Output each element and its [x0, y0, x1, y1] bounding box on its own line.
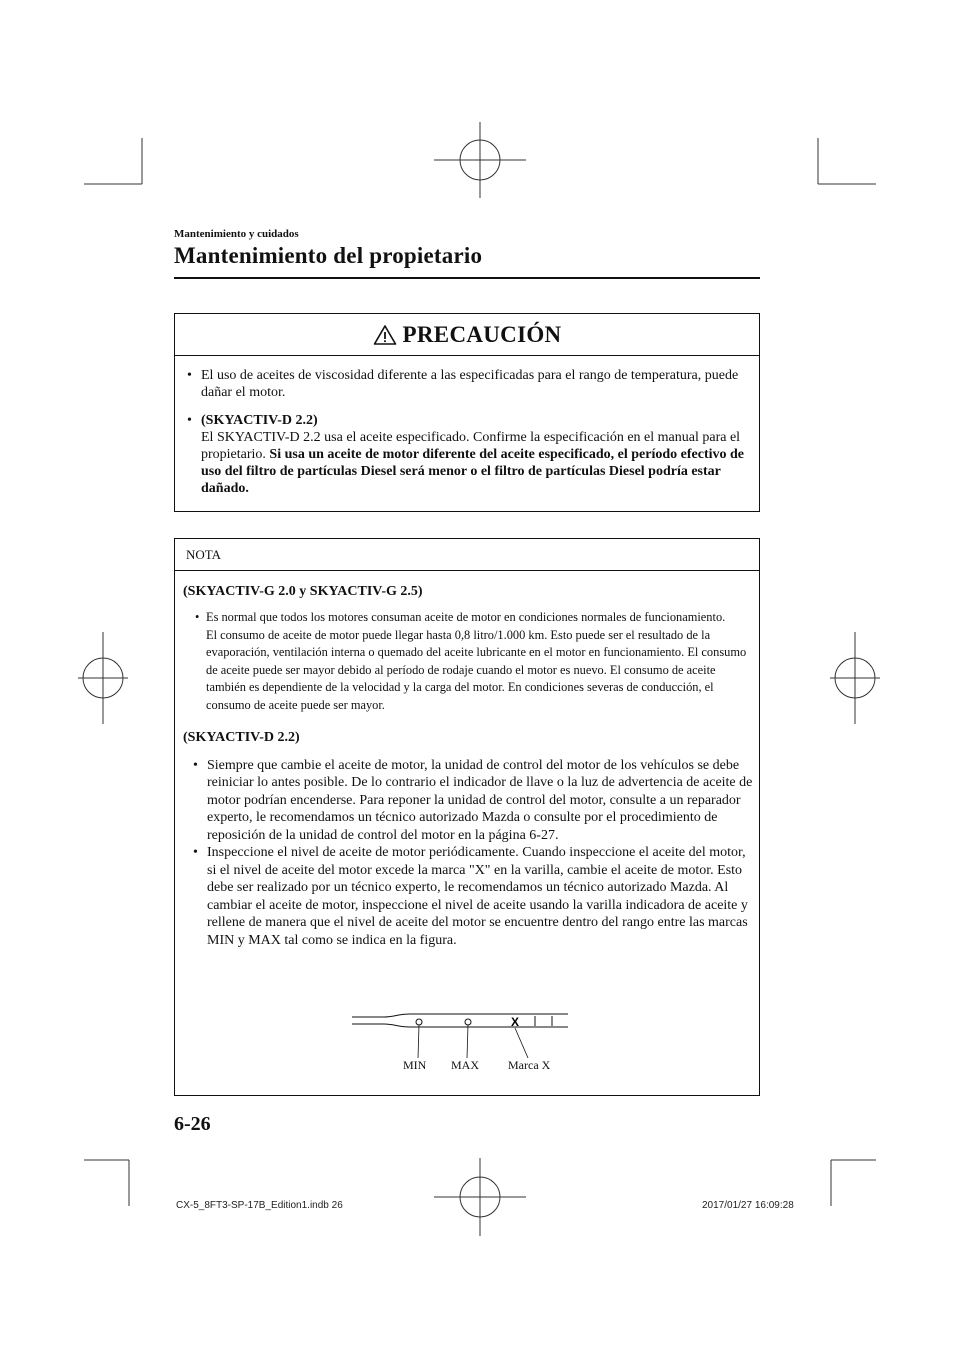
caution-header — [175, 314, 759, 356]
caution-box — [174, 313, 760, 512]
registration-mark-right — [830, 632, 880, 724]
note-item-oil-consumption — [195, 609, 753, 715]
caution-title: PRECAUCIÓN — [402, 321, 562, 347]
caution-item-skyactiv-d-warning: Si usa un aceite de motor diferente del aceite especificado, el período efectivo de uso del filtro de partículas Diesel será menor o el filtro de partículas Diesel podría estar dañado. — [201, 447, 745, 496]
caution-item-viscosity-text: El uso de aceites de viscosidad diferente a las especificadas para el rango de temperatura, puede dañar el motor. — [201, 368, 739, 400]
title-rule — [174, 277, 760, 279]
registration-mark-left — [78, 632, 128, 724]
note-body — [183, 583, 753, 949]
label-marca-x: Marca X — [508, 1058, 551, 1072]
caution-item-skyactiv-d-text: El SKYACTIV-D 2.2 usa el aceite especificado. Confirme la especificación en el manual para el propietario. — [201, 430, 741, 462]
caution-item-skyactiv-d-heading: • (SKYACTIV-D 2.2) — [201, 413, 318, 428]
section-label: Mantenimiento y cuidados — [174, 228, 299, 240]
note-section-skyactiv-g — [183, 609, 753, 715]
note-section-skyactiv-d — [183, 757, 753, 950]
caution-body — [187, 367, 753, 497]
page-title: Mantenimiento del propietario — [174, 243, 483, 268]
note-section-heading-skyactiv-d: (SKYACTIV-D 2.2) — [183, 729, 300, 745]
leader-max — [467, 1025, 468, 1058]
leader-x — [515, 1028, 528, 1058]
note-item-oil-consumption-p2: El consumo de aceite de motor puede llegar hasta 0,8 litro/1.000 km. Esto puede ser el resultado de la evaporación, ventilación interna o quemado del aceite lubricante en el motor en funcionamiento. El consumo de aceite puede ser mayor debido al período de rodaje cuando el motor es nuevo. El consumo de aceite también es dependiente de la velocidad y la carga del motor. En condiciones severas de conducción, el consumo de aceite puede ser mayor. — [206, 627, 747, 712]
label-min: MIN — [403, 1058, 427, 1072]
caution-item-viscosity — [187, 367, 753, 401]
dipstick-lower-edge — [352, 1024, 568, 1027]
note-title: NOTA — [186, 547, 222, 562]
caution-item-skyactiv-d — [187, 412, 753, 497]
page-number: 6-26 — [174, 1113, 211, 1135]
dipstick-min-hole — [416, 1019, 422, 1025]
footer-file: CX-5_8FT3-SP-17B_Edition1.indb 26 — [176, 1200, 343, 1211]
dipstick-max-hole — [465, 1019, 471, 1025]
note-header — [175, 539, 759, 571]
note-item-inspect-oil-level: • Inspeccione el nivel de aceite de motor periódicamente. Cuando inspeccione el aceite del motor, si el nivel de aceite del motor excede la marca "X" en la varilla, cambie el aceite de motor. Esto debe ser realizado por un técnico experto, le recomendamos un técnico autorizado Mazda. Al cambiar el aceite de motor, inspeccione el nivel de aceite usando la varilla indicadora de aceite y rellene de manera que el nivel de aceite del motor se encuentre dentro del rango entre las marcas MIN y MAX tal como se indica en la figura. — [193, 844, 753, 949]
note-section-heading-skyactiv-g: (SKYACTIV-G 2.0 y SKYACTIV-G 2.5) — [183, 584, 423, 599]
label-max: MAX — [451, 1058, 480, 1072]
note-item-oil-consumption-p1: • Es normal que todos los motores consuman aceite de motor en condiciones normales de funcionamiento. — [206, 610, 726, 624]
dipstick-upper-edge — [352, 1014, 568, 1017]
footer-timestamp: 2017/01/27 16:09:28 — [702, 1200, 794, 1211]
warning-triangle-icon — [373, 324, 397, 346]
leader-min — [418, 1025, 419, 1058]
dipstick-x-mark: X — [510, 1015, 520, 1029]
registration-mark-top — [434, 122, 526, 198]
note-item-reset-control-unit: • Siempre que cambie el aceite de motor, la unidad de control del motor de los vehículos se debe reiniciar lo antes posible. De lo contrario el indicador de llave o la luz de advertencia de aceite de motor podrían encenderse. Para reponer la unidad de control del motor, consulte a un reparador experto, le recomendamos un técnico autorizado Mazda o consulte por el procedimiento de reposición de la unidad de control del motor en la página 6-27. — [193, 757, 753, 845]
registration-mark-bottom — [434, 1158, 526, 1236]
